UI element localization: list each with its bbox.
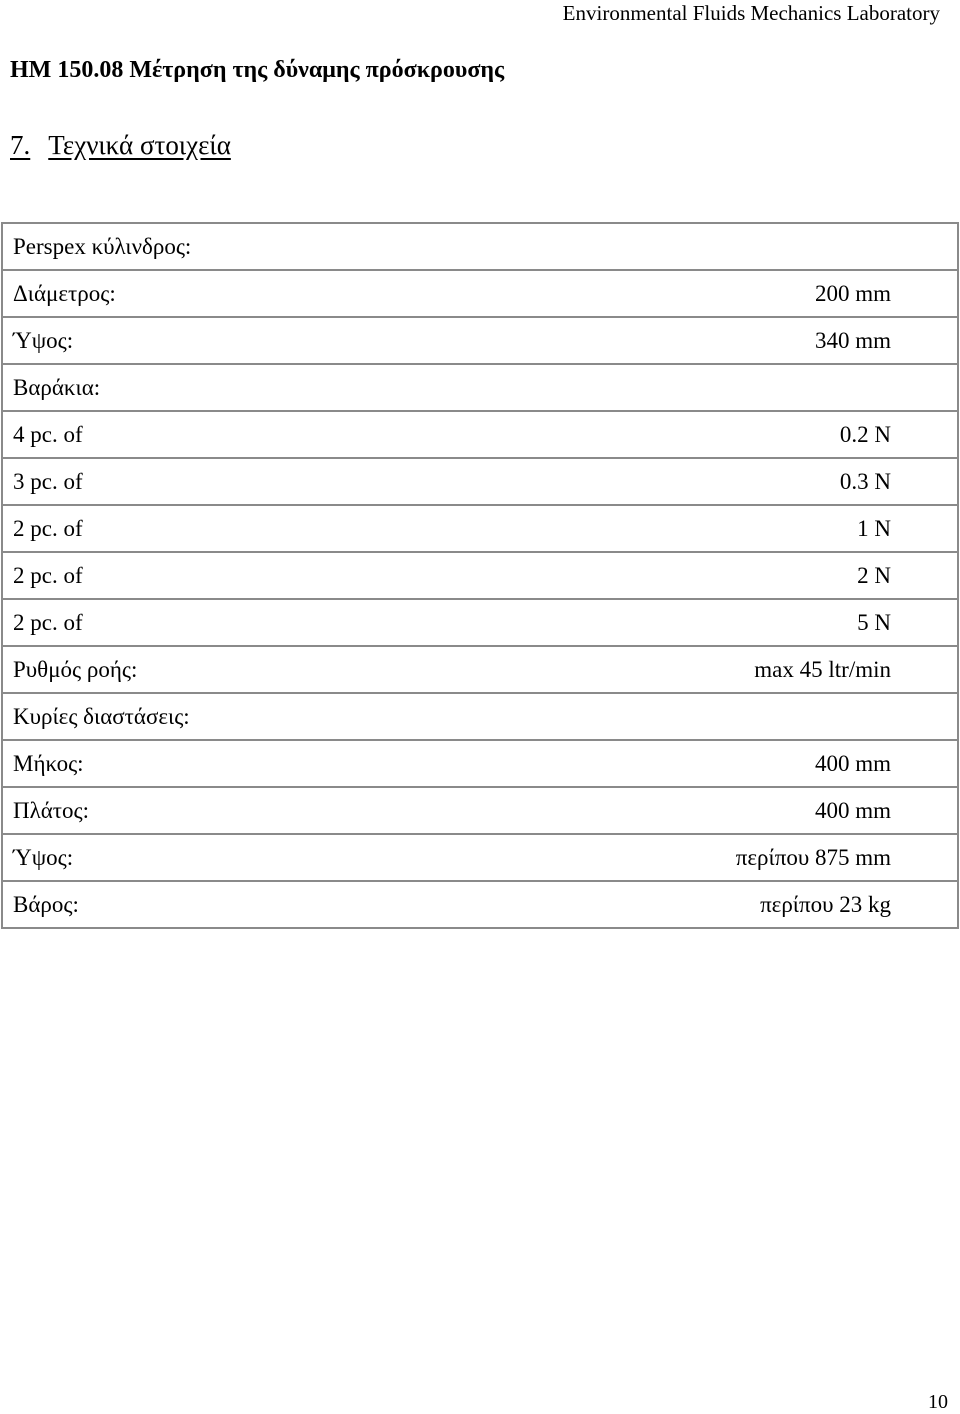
table-row [2,646,958,693]
table-row [2,270,958,317]
table-row [2,693,958,740]
document-title: HM 150.08 Μέτρηση της δύναμης πρόσκρουσης [10,57,505,83]
spec-value: 0.2 N [444,411,958,458]
spec-label: Ύψος: [2,317,444,364]
spec-label: Κυρίες διαστάσεις: [2,693,444,740]
spec-label: 2 pc. of [2,599,444,646]
table-row [2,881,958,928]
spec-value: περίπου 23 kg [444,881,958,928]
table-row [2,364,958,411]
spec-value: περίπου 875 mm [444,834,958,881]
spec-label: Βάρος: [2,881,444,928]
spec-label: Βαράκια: [2,364,444,411]
spec-value: 0.3 N [444,458,958,505]
table-row [2,505,958,552]
spec-value: 1 N [444,505,958,552]
spec-label: Perspex κύλινδρος: [2,223,444,270]
spec-label: Διάμετρος: [2,270,444,317]
technical-specs-table [1,222,959,929]
spec-value: 5 N [444,599,958,646]
spec-value: max 45 ltr/min [444,646,958,693]
table-row [2,223,958,270]
spec-value: 2 N [444,552,958,599]
table-row [2,317,958,364]
spec-value: 200 mm [444,270,958,317]
table-row [2,787,958,834]
running-header-lab-name: Environmental Fluids Mechanics Laboratory [562,1,940,25]
spec-label: 2 pc. of [2,505,444,552]
spec-value [444,364,958,411]
spec-value: 400 mm [444,787,958,834]
spec-value: 340 mm [444,317,958,364]
spec-label: Πλάτος: [2,787,444,834]
section-number: 7. [10,130,31,160]
table-row [2,834,958,881]
table-row [2,740,958,787]
spec-value: 400 mm [444,740,958,787]
spec-label: 3 pc. of [2,458,444,505]
table-row [2,599,958,646]
spec-label: Μήκος: [2,740,444,787]
table-row [2,458,958,505]
spec-value [444,223,958,270]
table-row [2,552,958,599]
spec-label: 4 pc. of [2,411,444,458]
page-number: 10 [928,1391,948,1413]
section-heading [10,128,231,162]
section-title: Τεχνικά στοιχεία [48,130,231,160]
table-row [2,411,958,458]
spec-label: 2 pc. of [2,552,444,599]
spec-label: Ύψος: [2,834,444,881]
spec-value [444,693,958,740]
spec-label: Ρυθμός ροής: [2,646,444,693]
